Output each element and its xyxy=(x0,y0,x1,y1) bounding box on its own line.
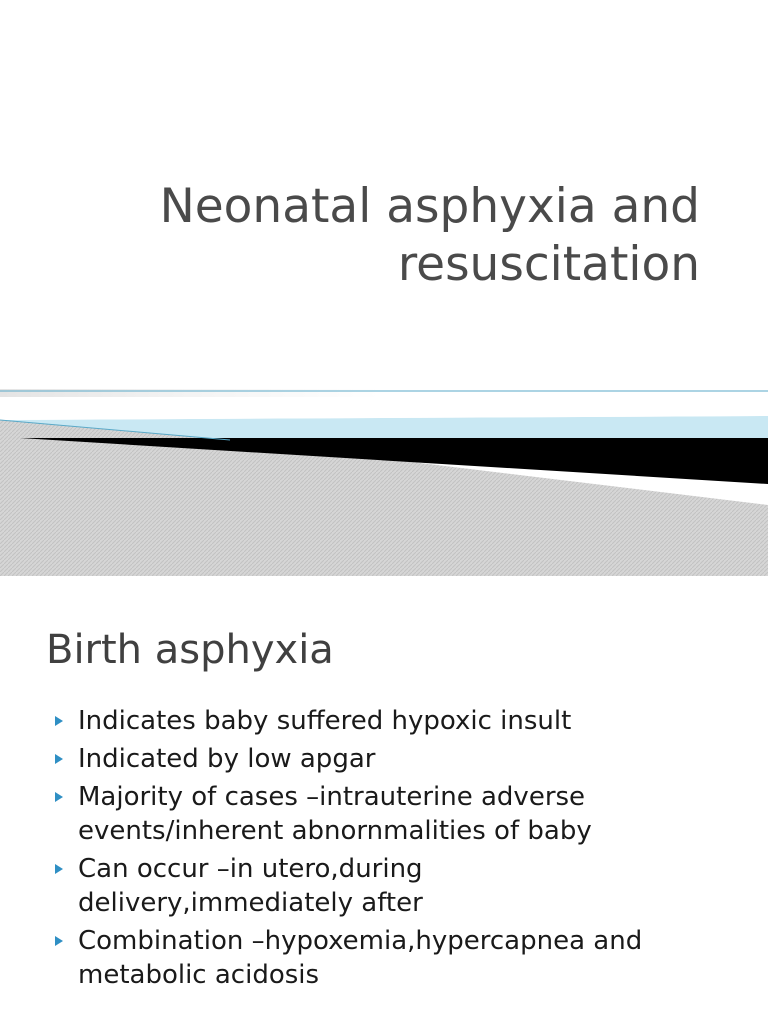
bullet-text-continued: events/inherent abnornmalities of baby xyxy=(78,816,592,846)
bullet-item xyxy=(52,924,752,992)
bullet-item xyxy=(52,704,752,738)
bullet-text: Can occur –in utero,during xyxy=(78,854,423,884)
content-slide xyxy=(0,576,768,1024)
bullet-list xyxy=(52,704,752,996)
bullet-text: Majority of cases –intrauterine adverse xyxy=(78,782,586,812)
bullet-arrow-icon xyxy=(55,936,63,946)
slide-heading: Birth asphyxia xyxy=(46,627,334,673)
bullet-item xyxy=(52,780,752,848)
bullet-item xyxy=(52,742,752,776)
bullet-arrow-icon xyxy=(55,792,63,802)
bullet-arrow-icon xyxy=(55,864,63,874)
bullet-item xyxy=(52,852,752,920)
decorative-swoosh-band xyxy=(0,380,768,576)
bullet-text: Indicated by low apgar xyxy=(78,744,376,774)
bullet-arrow-icon xyxy=(55,754,63,764)
title-line-2: resuscitation xyxy=(397,237,700,292)
bullet-text-continued: delivery,immediately after xyxy=(78,888,423,918)
slide-title xyxy=(60,178,700,294)
title-line-1: Neonatal asphyxia and xyxy=(159,179,700,234)
top-rule-gray xyxy=(0,389,380,397)
bullet-text-continued: metabolic acidosis xyxy=(78,960,320,990)
bullet-arrow-icon xyxy=(55,716,63,726)
bullet-text: Indicates baby suffered hypoxic insult xyxy=(78,706,572,736)
bullet-text: Combination –hypoxemia,hypercapnea and xyxy=(78,926,643,956)
